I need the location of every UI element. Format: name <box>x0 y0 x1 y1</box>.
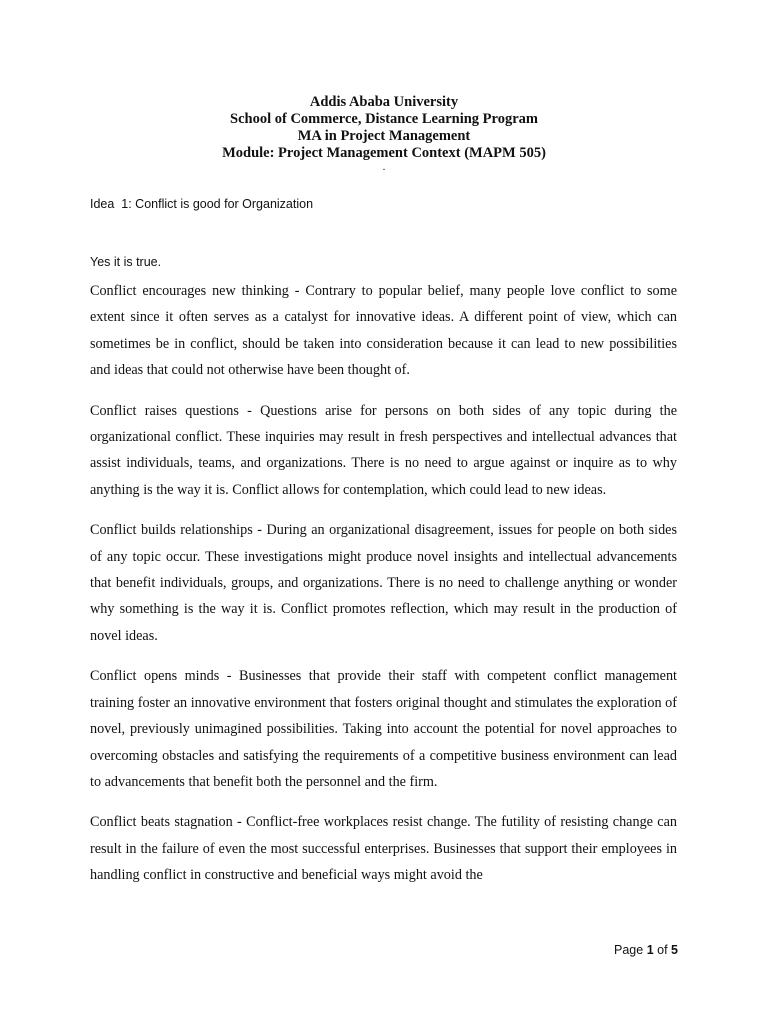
document-header <box>0 94 768 174</box>
page-word: Page <box>614 943 644 957</box>
idea-heading: Idea 1: Conflict is good for Organization <box>90 197 314 211</box>
of-word: of <box>657 943 668 957</box>
program-name: MA in Project Management <box>297 128 471 144</box>
answer-text: Yes it is true. <box>90 255 162 269</box>
university-name: Addis Ababa University <box>309 94 459 110</box>
paragraph-beats-stagnation: Conflict beats stagnation - Conflict-free workplaces resist change. The futility of resisting change can result in the failure of even the most successful enterprises. Businesses that support their employees in handling conflict in constructive and beneficial ways might avoid the <box>90 814 677 884</box>
paragraph-new-thinking: Conflict encourages new thinking - Contrary to popular belief, many people love conflict to some extent since it often serves as a catalyst for innovative ideas. A different point of view, which can sometimes be in conflict, should be taken into consideration because it can lead to new possibilities and ideas that could not otherwise have been thought of. <box>90 283 677 379</box>
header-mark: . <box>382 162 386 173</box>
paragraph-raises-questions: Conflict raises questions - Questions arise for persons on both sides of any topic during the organizational conflict. These inquiries may result in fresh perspectives and intellectual advances that assist individuals, teams, and organizations. There is no need to argue against or inquire as to why anything is the way it is. Conflict allows for contemplation, which could lead to new ideas. <box>90 402 677 498</box>
body-text <box>90 278 677 903</box>
total-pages: 5 <box>671 943 678 957</box>
paragraph-opens-minds: Conflict opens minds - Businesses that provide their staff with competent conflict management training foster an innovative environment that fosters original thought and stimulates the exploration of novel, previously unimagined possibilities. Taking into account the potential for novel approaches to overcoming obstacles and satisfying the requirements of a competitive business environment can lead to advancements that benefit both the personnel and the firm. <box>90 668 677 790</box>
module-name: Module: Project Management Context (MAPM 505) <box>222 145 546 161</box>
current-page: 1 <box>646 943 654 957</box>
paragraph-builds-relationships: Conflict builds relationships - During an organizational disagreement, issues for people on both sides of any topic occur. These investigations might produce novel insights and intellectual advancements that benefit individuals, groups, and organizations. There is no need to challenge anything or wonder why something is the way it is. Conflict promotes reflection, which may result in the production of novel ideas. <box>90 522 677 644</box>
school-name: School of Commerce, Distance Learning Program <box>230 111 538 127</box>
page-number <box>614 943 678 957</box>
